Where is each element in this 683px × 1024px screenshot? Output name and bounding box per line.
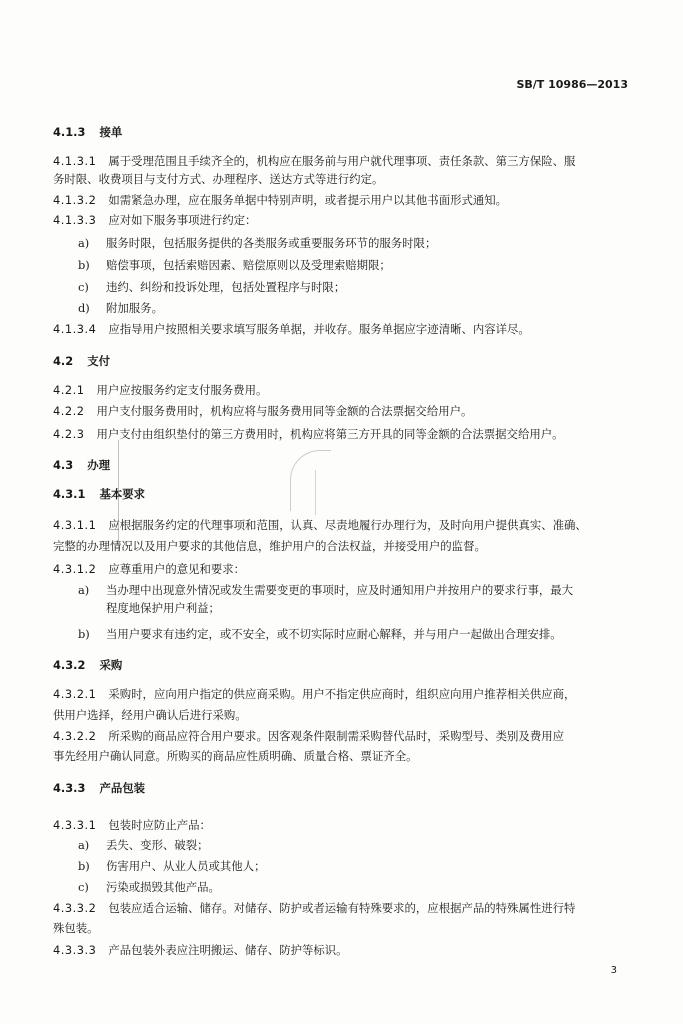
list-text: 程度地保护用户利益； [106, 601, 220, 615]
clause-number: 4.3.1.2 [53, 562, 97, 576]
section-number: 4.3.1 [53, 487, 86, 501]
item-a-2-cont [106, 601, 220, 616]
clause-number: 4.3.3.1 [53, 818, 97, 832]
section-number: 4.3.3 [53, 781, 86, 795]
scan-mark [315, 470, 317, 515]
clause-number: 4.3.3.3 [53, 943, 97, 957]
para-4-1-3-2 [53, 193, 507, 208]
para-4-1-3-1-b [53, 172, 383, 187]
clause-text: 供用户选择，经用户确认后进行采购。 [53, 708, 247, 722]
clause-number: 4.1.3.2 [53, 193, 97, 207]
clause-text: 应指导用户按照相关要求填写服务单据，并收存。服务单据应字迹清晰、内容详尽。 [108, 322, 530, 336]
clause-text: 采购时，应向用户指定的供应商采购。用户不指定供应商时，组织应向用户推荐相关供应商， [108, 687, 576, 701]
clause-number: 4.3.1.1 [53, 518, 97, 532]
para-4-1-3-3 [53, 213, 256, 228]
clause-text: 殊包装。 [53, 921, 99, 935]
clause-text: 完整的办理情况以及用户要求的其他信息，维护用户的合法权益，并接受用户的监督。 [53, 539, 486, 553]
list-label: a) [78, 236, 90, 250]
para-4-3-1-2 [53, 562, 245, 577]
heading-4-3-2 [53, 658, 122, 673]
section-title: 产品包装 [99, 781, 146, 795]
clause-number: 4.2.1 [53, 383, 85, 397]
section-number: 4.1.3 [53, 125, 86, 139]
section-title: 基本要求 [99, 487, 146, 501]
para-4-3-3-3 [53, 943, 348, 958]
para-4-3-3-1 [53, 818, 211, 833]
heading-4-3-1 [53, 487, 145, 502]
para-4-1-3-4 [53, 322, 530, 337]
clause-number: 4.1.3.3 [53, 213, 97, 227]
clause-text: 用户支付服务费用时，机构应将与服务费用同等金额的合法票据交给用户。 [96, 404, 473, 418]
list-text: 当办理中出现意外情况或发生需要变更的事项时，应及时通知用户并按用户的要求行事，最大 [106, 583, 574, 597]
clause-text: 包装应适合运输、储存。对储存、防护或者运输有特殊要求的，应根据产品的特殊属性进行特 [108, 901, 576, 915]
section-number: 4.3 [53, 458, 74, 472]
clause-text: 务时限、收费项目与支付方式、办理程序、送达方式等进行约定。 [53, 172, 384, 186]
item-a-3 [78, 838, 209, 853]
item-b-1 [78, 258, 391, 273]
para-4-3-3-2-a [53, 901, 575, 916]
list-label: a) [78, 838, 90, 852]
clause-number: 4.2.3 [53, 427, 85, 441]
item-a-2 [78, 583, 573, 598]
para-4-3-3-2-b [53, 921, 99, 936]
item-c-1 [78, 280, 345, 295]
clause-number: 4.1.3.1 [53, 154, 97, 168]
para-4-2-1 [53, 383, 267, 398]
list-label: d) [78, 301, 90, 315]
list-text: 丢失、变形、破裂； [106, 838, 209, 852]
clause-number: 4.3.2.2 [53, 729, 97, 743]
list-label: c) [78, 880, 89, 894]
list-label: c) [78, 280, 89, 294]
para-4-2-3 [53, 427, 564, 442]
clause-text: 如需紧急办理，应在服务单据中特别声明，或者提示用户以其他书面形式通知。 [108, 193, 508, 207]
clause-text: 应尊重用户的意见和要求： [108, 562, 246, 576]
clause-number: 4.2.2 [53, 404, 85, 418]
list-text: 违约、纠纷和投诉处理，包括处置程序与时限； [106, 280, 346, 294]
standard-code: SB/T 10986—2013 [516, 78, 628, 91]
clause-text: 事先经用户确认同意。所购买的商品应性质明确、质量合格、票证齐全。 [53, 749, 418, 763]
clause-text: 应对如下服务事项进行约定： [108, 213, 257, 227]
section-title: 办理 [87, 458, 110, 472]
heading-4-2 [53, 354, 110, 369]
item-b-2 [78, 627, 562, 642]
list-text: 污染或损毁其他产品。 [106, 880, 220, 894]
para-4-1-3-1-a [53, 154, 575, 169]
list-label: b) [78, 627, 90, 641]
clause-text: 应根据服务约定的代理事项和范围，认真、尽责地履行办理行为，及时向用户提供真实、准确、 [108, 518, 587, 532]
heading-4-3-3 [53, 781, 145, 796]
list-text: 附加服务。 [106, 301, 163, 315]
list-text: 服务时限，包括服务提供的各类服务或重要服务环节的服务时限； [106, 236, 437, 250]
clause-text: 用户应按服务约定支付服务费用。 [96, 383, 268, 397]
section-title: 支付 [87, 354, 110, 368]
para-4-2-2 [53, 404, 472, 419]
section-number: 4.3.2 [53, 658, 86, 672]
para-4-3-2-1-b [53, 708, 247, 723]
scan-mark [118, 440, 120, 550]
para-4-3-2-2-a [53, 729, 564, 744]
item-c-3 [78, 880, 220, 895]
list-label: b) [78, 258, 90, 272]
list-text: 伤害用户、从业人员或其他人； [106, 859, 266, 873]
clause-text: 用户支付由组织垫付的第三方费用时，机构应将第三方开具的同等金额的合法票据交给用户。 [96, 427, 564, 441]
section-title: 接单 [99, 125, 123, 139]
clause-number: 4.3.2.1 [53, 687, 97, 701]
list-text: 当用户要求有违约定，或不安全，或不切实际时应耐心解释，并与用户一起做出合理安排。 [106, 627, 562, 641]
page-number: 3 [610, 965, 617, 976]
section-number: 4.2 [53, 354, 74, 368]
heading-4-1-3 [53, 125, 122, 140]
clause-text: 属于受理范围且手续齐全的，机构应在服务前与用户就代理事项、责任条款、第三方保险、服 [108, 154, 576, 168]
para-4-3-2-2-b [53, 749, 418, 764]
para-4-3-2-1-a [53, 687, 575, 702]
heading-4-3 [53, 458, 110, 473]
item-d-1 [78, 301, 163, 316]
para-4-3-1-1-a [53, 518, 587, 533]
list-text: 赔偿事项，包括索赔因素、赔偿原则以及受理索赔期限； [106, 258, 391, 272]
clause-number: 4.3.3.2 [53, 901, 97, 915]
section-title: 采购 [99, 658, 123, 672]
list-label: a) [78, 583, 90, 597]
clause-text: 所采购的商品应符合用户要求。因客观条件限制需采购替代品时，采购型号、类别及费用应 [108, 729, 564, 743]
scan-mark [290, 450, 331, 511]
item-a-1 [78, 236, 436, 251]
item-b-3 [78, 859, 265, 874]
clause-number: 4.1.3.4 [53, 322, 97, 336]
clause-text: 包装时应防止产品： [108, 818, 211, 832]
list-label: b) [78, 859, 90, 873]
clause-text: 产品包装外表应注明搬运、储存、防护等标识。 [108, 943, 348, 957]
